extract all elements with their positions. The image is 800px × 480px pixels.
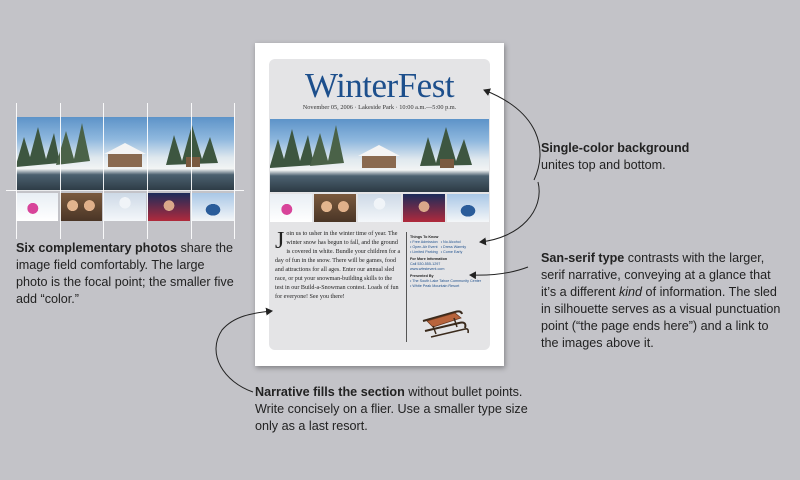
arrow-sidebar — [480, 182, 539, 242]
narrative-text: oin us to usher in the winter time of year. The winter snow has begun to fall, and the ground is covered in white. Bundle your children for a day of fun in the snow. There will be games, food and attractions for all ages. Enter our annual sled race, or put your snowman-building skills to the test in our Build-a-Snowman contest. Loads of fun for everyone! See you there! — [275, 231, 401, 300]
info-web: www.wfestevent.com — [410, 267, 445, 271]
presented-heading: Presented By — [410, 274, 434, 278]
info-phone: Call 530-555-1297 — [410, 262, 441, 266]
annotation-sans-italic: kind — [618, 285, 643, 299]
arrow-narrative — [216, 311, 272, 392]
flier-subtitle: November 05, 2006 · Lakeside Park · 10:00 a.m.—5:00 p.m. — [302, 104, 457, 111]
things-item: • Limited Parking — [410, 250, 438, 254]
annotation-background-bold: Single-color background — [541, 141, 690, 155]
annotation-sans — [541, 250, 789, 352]
arrow-background — [484, 90, 540, 180]
arrow-sans — [470, 267, 528, 275]
annotation-photos-text: share the image field comfortably. The large photo is the focal point; the smaller five add “color.” — [16, 241, 234, 306]
things-item: • Free Admission — [410, 240, 438, 244]
presenter-item: • The South Lake Tahoe Community Center — [410, 279, 482, 283]
things-item: • Open-Air Event — [410, 245, 438, 249]
presenter-item: • White Peak Mountain Resort — [410, 284, 460, 288]
annotation-narrative-text: without bullet points. Write concisely on a flier. Use a smaller type size only as a last resort. — [255, 385, 528, 433]
annotation-sans-text: contrasts with the larger, serif narrative, conveying at a glance that it’s a different — [541, 251, 771, 299]
annotation-photos-bold: Six complementary photos — [16, 241, 177, 255]
info-heading: For More Information — [410, 257, 448, 261]
drop-cap: J — [275, 228, 285, 254]
annotation-narrative-bold: Narrative fills the section — [255, 385, 405, 399]
annotation-background — [541, 140, 781, 174]
annotation-photos — [16, 240, 238, 308]
annotation-background-text: unites top and bottom. — [541, 158, 666, 172]
things-item: • Dress Warmly — [440, 245, 467, 249]
things-heading: Things To Know — [410, 235, 439, 239]
flier-title: WinterFest — [304, 66, 455, 105]
annotation-narrative — [255, 384, 537, 435]
annotation-sans-bold: San-serif type — [541, 251, 625, 265]
things-item: • Come Early — [440, 250, 463, 254]
things-item: • No Alcohol — [440, 240, 461, 244]
annotation-sans-text-after: of information. The sled in silhouette serves as a visual punctuation point (“the page ends here”) and a link to the images above it. — [541, 285, 781, 350]
